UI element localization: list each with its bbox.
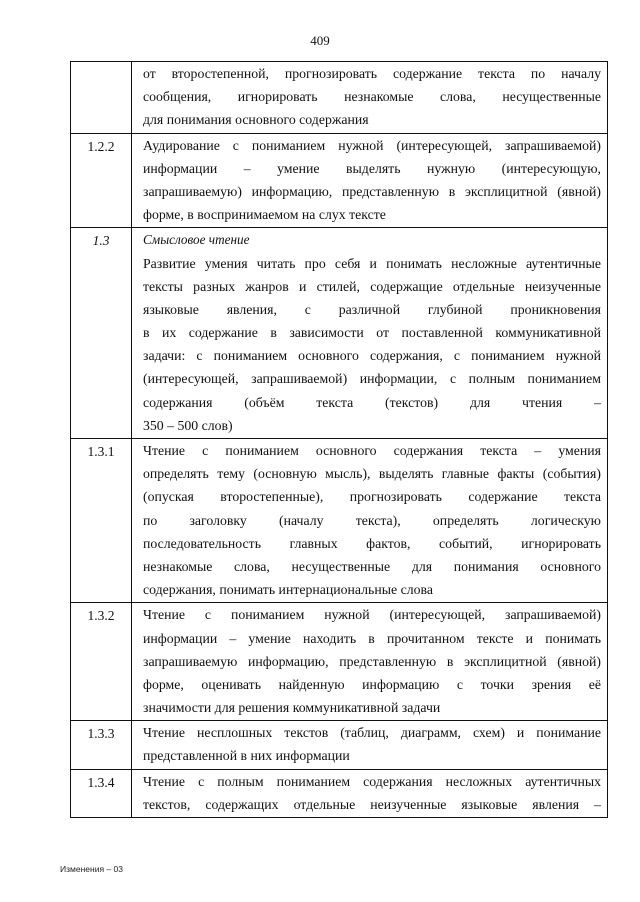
section-text	[132, 769, 608, 817]
footer-revision: Изменения – 03	[60, 864, 123, 874]
section-text	[132, 62, 608, 134]
section-text	[132, 603, 608, 721]
text-line: тексты разных жанров и стилей, содержащие отдельные неизученные	[143, 278, 601, 294]
text-line: по заголовку (началу текста), определять логическую	[143, 512, 601, 528]
section-number: 1.3.2	[71, 603, 132, 721]
section-number: 1.3.4	[71, 769, 132, 817]
text-line: представленной в них информации	[143, 748, 350, 764]
text-line: Чтение с пониманием основного содержания текста – умения	[143, 443, 601, 458]
text-line: текстов, содержащих отдельные неизученные языковые явления –	[143, 796, 601, 812]
text-line: форме, оценивать найденную информацию с точки зрения её	[143, 676, 601, 692]
content-table	[70, 61, 608, 818]
text-line: запрашиваемую) информацию, представленную в эксплицитной (явной)	[143, 183, 601, 199]
text-line: форме, в воспринимаемом на слух тексте	[143, 207, 386, 223]
table-row	[71, 769, 608, 817]
text-line: (интересующей, запрашиваемой) информации, с полным пониманием	[143, 371, 601, 387]
text-line: запрашиваемую информацию, представленную в эксплицитной (явной)	[143, 653, 601, 669]
text-line: для понимания основного содержания	[143, 112, 369, 128]
text-line: 350 – 500 слов)	[143, 417, 233, 433]
section-heading: Смысловое чтение	[143, 232, 250, 248]
text-line: языковые явления, с различной глубиной проникновения	[143, 301, 601, 317]
text-line: задачи: с пониманием основного содержания, с пониманием нужной	[143, 348, 601, 364]
section-text	[132, 133, 608, 228]
section-text	[132, 439, 608, 603]
text-line: определять тему (основную мысль), выделять главные факты (события)	[143, 466, 601, 482]
section-text	[132, 721, 608, 769]
text-line: Чтение несплошных текстов (таблиц, диаграмм, схем) и понимание	[143, 725, 601, 741]
text-line: (опуская второстепенные), прогнозировать содержание текста	[143, 489, 601, 505]
text-line: незнакомые слова, несущественные для понимания основного	[143, 558, 601, 574]
section-number: 1.3.1	[71, 439, 132, 603]
text-line: в их содержание в зависимости от поставленной коммуникативной	[143, 325, 601, 341]
section-number: 1.3	[71, 228, 132, 439]
section-number: 1.2.2	[71, 133, 132, 228]
table-row	[71, 721, 608, 769]
text-line: от второстепенной, прогнозировать содержание текста по началу	[143, 66, 601, 81]
text-line: Аудирование с пониманием нужной (интересующей, запрашиваемой)	[143, 137, 601, 153]
text-line: последовательность главных фактов, событий, игнорировать	[143, 535, 601, 551]
page-number: 409	[310, 33, 330, 48]
table-row	[71, 603, 608, 721]
table-row	[71, 62, 608, 134]
table-row	[71, 133, 608, 228]
text-line: содержания, понимать интернациональные слова	[143, 582, 433, 598]
section-number: 1.3.3	[71, 721, 132, 769]
text-line: содержания (объём текста (текстов) для чтения –	[143, 394, 601, 410]
text-line: Чтение с пониманием нужной (интересующей, запрашиваемой)	[143, 607, 601, 623]
table-row	[71, 439, 608, 603]
text-line: Чтение с полным пониманием содержания несложных аутентичных	[143, 773, 601, 789]
table-row	[71, 228, 608, 439]
text-line: информации – умение выделять нужную (интересующую,	[143, 160, 601, 176]
text-line: сообщения, игнорировать незнакомые слова, несущественные	[143, 89, 601, 105]
section-text	[132, 228, 608, 439]
text-line: значимости для решения коммуникативной задачи	[143, 700, 441, 716]
text-line: Развитие умения читать про себя и понимать несложные аутентичные	[143, 255, 601, 271]
section-number	[71, 62, 132, 134]
text-line: информации – умение находить в прочитанном тексте и понимать	[143, 630, 601, 646]
